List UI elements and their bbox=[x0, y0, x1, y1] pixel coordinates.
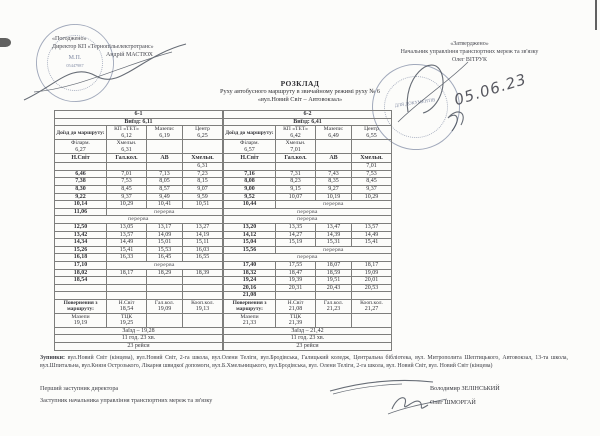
time-cell: 9,37 bbox=[107, 193, 147, 201]
time-row bbox=[224, 208, 392, 216]
depot-exit-row bbox=[55, 118, 223, 126]
depot-exit-row bbox=[224, 118, 392, 126]
approval-left-block bbox=[52, 35, 302, 59]
return-stop-time: Кооп.кол. 21,27 bbox=[352, 299, 392, 313]
time-cell: 7,31 bbox=[276, 170, 316, 178]
empty-cell bbox=[55, 163, 107, 171]
time-cell: 20,01 bbox=[352, 277, 392, 285]
time-cell: 8,05 bbox=[147, 178, 183, 186]
work-duration: 11 год. 23 хв. bbox=[224, 335, 392, 343]
shift-row bbox=[55, 111, 223, 119]
time-cell: 8,57 bbox=[147, 185, 183, 193]
empty-cell bbox=[224, 163, 276, 171]
stop-column-header: Гал.кол. bbox=[276, 154, 316, 163]
time-cell: 17,40 bbox=[224, 261, 276, 269]
column-header-row bbox=[224, 154, 392, 163]
depot-return-time: Заїзд – 21,42 bbox=[224, 327, 392, 335]
scan-edge-artifact bbox=[595, 0, 597, 30]
approach-label: Доїзд до маршруту: bbox=[224, 126, 276, 140]
shift-row bbox=[224, 111, 392, 119]
time-cell: 10,29 bbox=[107, 201, 147, 209]
time-cell: 7,53 bbox=[352, 170, 392, 178]
time-row bbox=[224, 170, 392, 178]
time-row bbox=[55, 185, 223, 193]
time-cell: 7,23 bbox=[183, 170, 223, 178]
time-cell: 19,24 bbox=[224, 277, 276, 285]
approach-stop-time: Мазепи: 6,19 bbox=[147, 126, 183, 140]
time-cell: 8,23 bbox=[276, 178, 316, 186]
summary-row bbox=[55, 343, 223, 351]
return-stop-time: Гал.кол. 21,23 bbox=[316, 299, 352, 313]
approval-right-name: Олег ВІТРУК bbox=[451, 57, 488, 63]
empty-cell bbox=[147, 140, 183, 154]
return-row-2 bbox=[55, 313, 223, 327]
empty-cell bbox=[55, 284, 107, 292]
time-row bbox=[224, 284, 392, 292]
time-cell: 10,19 bbox=[316, 193, 352, 201]
return-stop-time: ТЦК 21,39 bbox=[276, 313, 316, 327]
stop-column-header: Гал.кол. bbox=[107, 154, 147, 163]
time-row bbox=[55, 163, 223, 171]
time-cell: 18,17 bbox=[107, 269, 147, 277]
empty-cell bbox=[183, 277, 223, 285]
approach-stop-time: Філарм. 6,57 bbox=[224, 140, 276, 154]
time-row bbox=[55, 193, 223, 201]
stop-column-header: Н.Світ bbox=[224, 154, 276, 163]
time-cell: 9,52 bbox=[224, 193, 276, 201]
time-cell: 6,46 bbox=[55, 170, 107, 178]
empty-cell bbox=[183, 313, 223, 327]
signature-flourish-zelinskyi bbox=[330, 380, 433, 391]
time-cell: 9,00 bbox=[224, 185, 276, 193]
stop-column-header: АВ bbox=[147, 154, 183, 163]
return-row-2 bbox=[224, 313, 392, 327]
break-cell: перерва bbox=[55, 216, 223, 224]
timetable-shift-6-1 bbox=[54, 110, 223, 351]
time-cell: 18,07 bbox=[316, 261, 352, 269]
time-cell: 8,15 bbox=[183, 178, 223, 186]
empty-cell bbox=[107, 284, 147, 292]
handwritten-date: 05.06.23 bbox=[451, 70, 529, 110]
time-cell: 13,47 bbox=[316, 223, 352, 231]
time-cell: 13,57 bbox=[107, 231, 147, 239]
schedule-table bbox=[54, 110, 223, 351]
signature-role-1: Перший заступник директора bbox=[40, 385, 119, 392]
approach-row bbox=[224, 126, 392, 140]
shift-number: 6-2 bbox=[224, 111, 392, 119]
time-cell: 18,02 bbox=[55, 269, 107, 277]
break-cell: перерва bbox=[224, 254, 392, 262]
time-cell: 21,08 bbox=[224, 292, 276, 300]
time-cell: 10,29 bbox=[352, 193, 392, 201]
summary-row bbox=[224, 335, 392, 343]
time-cell: 20,53 bbox=[352, 284, 392, 292]
time-cell: 7,43 bbox=[316, 170, 352, 178]
empty-cell bbox=[183, 284, 223, 292]
time-row bbox=[55, 246, 223, 254]
stamp-number-text: 05447987 bbox=[66, 63, 84, 68]
summary-row bbox=[224, 343, 392, 351]
break-cell: перерва bbox=[107, 261, 223, 269]
stop-column-header: Хмельн. bbox=[352, 154, 392, 163]
time-cell: 18,29 bbox=[147, 269, 183, 277]
stamp-right-center-text: ДЛЯ ДОКУМЕНТІВ bbox=[394, 97, 436, 108]
time-cell: 14,49 bbox=[352, 231, 392, 239]
depot-exit-time: Виїзд: 6,11 bbox=[55, 118, 223, 126]
time-cell: 8,30 bbox=[55, 185, 107, 193]
approval-right-block bbox=[362, 40, 577, 64]
work-duration: 11 год. 23 хв. bbox=[55, 335, 223, 343]
time-row bbox=[55, 231, 223, 239]
scan-blob-artifact bbox=[0, 38, 11, 47]
time-row bbox=[224, 246, 392, 254]
time-cell: 15,01 bbox=[147, 239, 183, 247]
return-stop-time: Гал.кол. 19,09 bbox=[147, 299, 183, 313]
time-row bbox=[55, 216, 223, 224]
time-cell: 20,31 bbox=[276, 284, 316, 292]
stops-note-text: вул.Новий Світ (кінцева), вул.Новий Світ, 2-га школа, вул.Олени Теліги, вул.Бродівська, Галицький коледж, Центральна бібліотека, вул. Митрополита Шептицького, Автовокзал, 13-та школа, вул.Шпитальна, вул.Князя Острозького, Лікарня швидкої допомоги, вул.Б.Хмельницького, вул.Бродівська, вул. Олени Теліги, 2-га школа, вул. Новий Світ, вул. Новий Світ (кінцева) bbox=[40, 355, 569, 369]
return-stop-time: Н.Світ 18,54 bbox=[107, 299, 147, 313]
return-stop-time: ТЦК 19,25 bbox=[107, 313, 147, 327]
approach-row-2 bbox=[224, 140, 392, 154]
time-cell: 16,33 bbox=[107, 254, 147, 262]
time-cell: 11,06 bbox=[55, 208, 107, 216]
time-row bbox=[55, 178, 223, 186]
time-cell: 20,16 bbox=[224, 284, 276, 292]
time-cell: 8,08 bbox=[224, 178, 276, 186]
time-row bbox=[55, 239, 223, 247]
time-cell: 14,19 bbox=[183, 231, 223, 239]
time-cell: 14,27 bbox=[276, 231, 316, 239]
break-cell: перерва bbox=[107, 208, 223, 216]
time-cell: 18,59 bbox=[316, 269, 352, 277]
return-stop-time: Н.Світ 21,08 bbox=[276, 299, 316, 313]
empty-cell bbox=[147, 292, 183, 300]
time-row bbox=[224, 261, 392, 269]
time-row bbox=[224, 239, 392, 247]
return-label: Повернення з маршруту: bbox=[224, 299, 276, 313]
time-row bbox=[55, 201, 223, 209]
approval-left-role: Директор КП «Тернопільелектротранс» bbox=[52, 44, 154, 50]
return-stop-time: Мазепи 21,33 bbox=[224, 313, 276, 327]
document-title: РОЗКЛАД bbox=[280, 79, 320, 88]
timetables-container bbox=[54, 110, 392, 351]
time-cell: 15,04 bbox=[224, 239, 276, 247]
empty-cell bbox=[316, 140, 352, 154]
approach-label: Доїзд до маршруту: bbox=[55, 126, 107, 140]
stop-column-header: Н.Світ bbox=[55, 154, 107, 163]
time-cell: 10,41 bbox=[147, 201, 183, 209]
empty-cell bbox=[147, 163, 183, 171]
empty-cell bbox=[352, 140, 392, 154]
empty-cell bbox=[352, 313, 392, 327]
time-cell: 13,35 bbox=[276, 223, 316, 231]
approval-right-role: Начальник управління транспортних мереж та зв'язку bbox=[400, 49, 539, 55]
signature-name-1: Володимир ЗЕЛІНСЬКИЙ bbox=[430, 385, 500, 392]
return-label: Повернення з маршруту: bbox=[55, 299, 107, 313]
time-cell: 10,44 bbox=[224, 201, 276, 209]
time-cell: 8,45 bbox=[352, 178, 392, 186]
time-cell: 18,54 bbox=[55, 277, 107, 285]
time-cell: 8,35 bbox=[316, 178, 352, 186]
summary-row bbox=[224, 327, 392, 335]
time-row bbox=[55, 223, 223, 231]
time-cell: 10,14 bbox=[55, 201, 107, 209]
stops-note bbox=[40, 355, 568, 370]
empty-cell bbox=[316, 313, 352, 327]
time-cell: 16,55 bbox=[183, 254, 223, 262]
empty-cell bbox=[147, 313, 183, 327]
time-cell: 7,01 bbox=[352, 163, 392, 171]
time-row bbox=[55, 208, 223, 216]
return-row bbox=[55, 299, 223, 313]
approach-stop-time: Філарм. 6,27 bbox=[55, 140, 107, 154]
depot-return-time: Заїзд – 19,28 bbox=[55, 327, 223, 335]
time-cell: 15,53 bbox=[147, 246, 183, 254]
break-cell: перерва bbox=[276, 246, 392, 254]
empty-cell bbox=[147, 277, 183, 285]
time-row bbox=[224, 231, 392, 239]
time-cell: 16,03 bbox=[183, 246, 223, 254]
time-row bbox=[224, 269, 392, 277]
signature-flourish-zelinskyi-2 bbox=[333, 384, 402, 394]
time-cell: 13,05 bbox=[107, 223, 147, 231]
approval-left-quoted: «Погоджено» bbox=[52, 36, 87, 42]
time-cell: 13,20 bbox=[224, 223, 276, 231]
time-cell: 8,45 bbox=[107, 185, 147, 193]
time-cell: 13,27 bbox=[183, 223, 223, 231]
time-row bbox=[224, 223, 392, 231]
approach-row-2 bbox=[55, 140, 223, 154]
time-cell: 19,39 bbox=[276, 277, 316, 285]
empty-cell bbox=[107, 277, 147, 285]
trips-count: 23 рейси bbox=[224, 343, 392, 351]
time-cell: 16,45 bbox=[147, 254, 183, 262]
time-cell: 17,10 bbox=[55, 261, 107, 269]
approach-stop-time: Центр 6,55 bbox=[352, 126, 392, 140]
time-cell: 9,59 bbox=[183, 193, 223, 201]
time-cell: 9,37 bbox=[352, 185, 392, 193]
time-cell: 15,31 bbox=[316, 239, 352, 247]
column-header-row bbox=[55, 154, 223, 163]
time-row bbox=[224, 178, 392, 186]
return-stop-time: Мазепи 19,19 bbox=[55, 313, 107, 327]
time-cell: 18,47 bbox=[276, 269, 316, 277]
time-cell: 19,51 bbox=[316, 277, 352, 285]
time-cell: 10,07 bbox=[276, 193, 316, 201]
time-cell: 15,26 bbox=[55, 246, 107, 254]
document-title-block bbox=[140, 79, 460, 104]
time-cell: 18,17 bbox=[352, 261, 392, 269]
approval-right-quoted: «Затверджено» bbox=[450, 41, 489, 47]
shift-number: 6-1 bbox=[55, 111, 223, 119]
time-cell: 18,39 bbox=[183, 269, 223, 277]
empty-cell bbox=[316, 163, 352, 171]
empty-cell bbox=[55, 292, 107, 300]
stop-column-header: АВ bbox=[316, 154, 352, 163]
schedule-table bbox=[223, 110, 392, 351]
time-row bbox=[55, 269, 223, 277]
time-row bbox=[55, 261, 223, 269]
time-cell: 9,15 bbox=[276, 185, 316, 193]
time-row bbox=[224, 185, 392, 193]
time-cell: 7,16 bbox=[224, 170, 276, 178]
empty-cell bbox=[276, 292, 316, 300]
summary-row bbox=[55, 327, 223, 335]
time-cell: 9,27 bbox=[316, 185, 352, 193]
approach-stop-time: Хмельн. 7,01 bbox=[276, 140, 316, 154]
time-cell: 14,49 bbox=[107, 239, 147, 247]
time-row bbox=[224, 216, 392, 224]
time-row bbox=[55, 284, 223, 292]
empty-cell bbox=[183, 140, 223, 154]
empty-cell bbox=[183, 292, 223, 300]
timetable-shift-6-2 bbox=[223, 110, 392, 351]
time-cell: 7,01 bbox=[107, 170, 147, 178]
approach-stop-time: КП «ТЕТ» 6,12 bbox=[107, 126, 147, 140]
empty-cell bbox=[276, 163, 316, 171]
empty-cell bbox=[352, 292, 392, 300]
time-cell: 15,41 bbox=[352, 239, 392, 247]
time-cell: 13,17 bbox=[147, 223, 183, 231]
time-row bbox=[55, 292, 223, 300]
approach-stop-time: Мазепи: 6,49 bbox=[316, 126, 352, 140]
empty-cell bbox=[147, 284, 183, 292]
approach-stop-time: Центр 6,25 bbox=[183, 126, 223, 140]
time-row bbox=[55, 170, 223, 178]
time-cell: 7,13 bbox=[147, 170, 183, 178]
return-stop-time: Кооп.кол. 19,13 bbox=[183, 299, 223, 313]
stops-note-label: Зупинки: bbox=[40, 355, 65, 361]
time-cell: 15,41 bbox=[107, 246, 147, 254]
time-row bbox=[224, 277, 392, 285]
time-row bbox=[224, 292, 392, 300]
time-cell: 13,42 bbox=[55, 231, 107, 239]
time-cell: 15,19 bbox=[276, 239, 316, 247]
time-cell: 12,50 bbox=[55, 223, 107, 231]
empty-cell bbox=[316, 292, 352, 300]
time-cell: 9,22 bbox=[55, 193, 107, 201]
time-cell: 18,32 bbox=[224, 269, 276, 277]
time-cell: 19,09 bbox=[352, 269, 392, 277]
time-cell: 7,38 bbox=[55, 178, 107, 186]
document-subtitle: Руху автобусного маршруту в звичайному режимі руху № 6 bbox=[220, 88, 380, 95]
route-name: «вул.Новий Світ – Автовокзал» bbox=[257, 96, 343, 103]
time-cell: 9,49 bbox=[147, 193, 183, 201]
return-row bbox=[224, 299, 392, 313]
time-row bbox=[224, 254, 392, 262]
empty-cell bbox=[107, 292, 147, 300]
time-row bbox=[55, 277, 223, 285]
signature-shmorhai bbox=[392, 398, 428, 409]
break-cell: перерва bbox=[224, 216, 392, 224]
summary-row bbox=[55, 335, 223, 343]
time-cell: 14,12 bbox=[224, 231, 276, 239]
time-cell: 14,39 bbox=[316, 231, 352, 239]
time-row bbox=[224, 193, 392, 201]
time-cell: 20,43 bbox=[316, 284, 352, 292]
time-cell: 6,31 bbox=[183, 163, 223, 171]
time-row bbox=[224, 201, 392, 209]
time-cell: 16,18 bbox=[55, 254, 107, 262]
break-cell: перерва bbox=[224, 208, 392, 216]
time-cell: 17,55 bbox=[276, 261, 316, 269]
time-cell: 14,09 bbox=[147, 231, 183, 239]
stamp-mp-text: М.П. bbox=[68, 55, 82, 61]
time-cell: 13,57 bbox=[352, 223, 392, 231]
approach-stop-time: Хмельн. 6,31 bbox=[107, 140, 147, 154]
time-cell: 9,07 bbox=[183, 185, 223, 193]
approval-left-name: Андрій МАСТЮХ bbox=[106, 52, 153, 58]
time-cell: 14,34 bbox=[55, 239, 107, 247]
time-cell: 15,56 bbox=[224, 246, 276, 254]
time-cell: 10,51 bbox=[183, 201, 223, 209]
empty-cell bbox=[107, 163, 147, 171]
time-cell: 15,11 bbox=[183, 239, 223, 247]
signature-role-2: Заступник начальника управління транспортних мереж та зв'язку bbox=[40, 397, 213, 404]
stop-column-header: Хмельн. bbox=[183, 154, 223, 163]
time-cell: 7,53 bbox=[107, 178, 147, 186]
trips-count: 23 рейси bbox=[55, 343, 223, 351]
time-row bbox=[224, 163, 392, 171]
time-row bbox=[55, 254, 223, 262]
break-cell: перерва bbox=[276, 201, 392, 209]
approach-stop-time: КП «ТЕТ» 6,42 bbox=[276, 126, 316, 140]
signature-name-2: Олег ШМОРГАЙ bbox=[430, 399, 476, 406]
approach-row bbox=[55, 126, 223, 140]
depot-exit-time: Виїзд: 6,41 bbox=[224, 118, 392, 126]
